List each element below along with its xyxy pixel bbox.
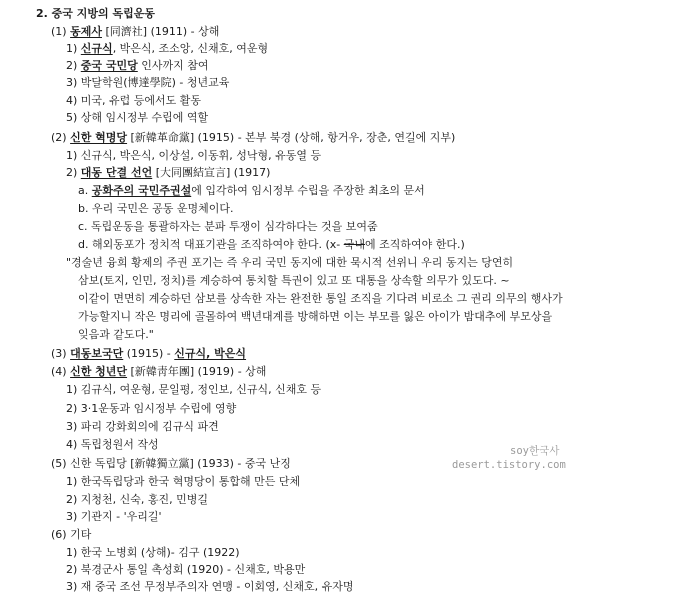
sub-text: 해외동포가 정치적 대표기관을 조직하여야 한다. (x- bbox=[91, 238, 344, 251]
item-num: 1) bbox=[66, 383, 78, 396]
sub-text: 우리 국민은 공동 운명체이다. bbox=[91, 202, 234, 215]
item-3 bbox=[51, 347, 246, 362]
item-text: 박달학원(博達學院) - 청년교육 bbox=[80, 76, 230, 89]
item-6-3 bbox=[66, 580, 354, 595]
item-5-text: 신한 독립당 [新韓獨立黨] (1933) - 중국 난징 bbox=[70, 457, 291, 470]
item-num: 1) bbox=[66, 42, 78, 55]
item-text: 재 중국 조선 무정부주의자 연맹 - 이회영, 신채호, 유자명 bbox=[80, 580, 354, 593]
item-num: 1) bbox=[66, 546, 78, 559]
item-4-rest: [新韓靑年團] (1919) - 상해 bbox=[127, 365, 267, 378]
item-emph: 신규식 bbox=[80, 42, 113, 55]
item-4-1 bbox=[66, 383, 321, 398]
item-5-label: (5) bbox=[51, 457, 67, 470]
item-text: 기관지 - '우리길' bbox=[80, 510, 162, 523]
sub-c bbox=[78, 220, 378, 235]
watermark-line-1: soy한국사 bbox=[510, 445, 560, 457]
item-6-2 bbox=[66, 563, 305, 578]
section-heading: 2. 중국 지방의 독립운동 bbox=[36, 7, 155, 20]
sub-num: d. bbox=[78, 238, 89, 251]
item-num: 1) bbox=[66, 475, 78, 488]
item-4-3 bbox=[66, 420, 219, 435]
sub-a bbox=[78, 184, 425, 199]
item-1-4 bbox=[66, 94, 201, 109]
quote-line-3: 이같이 면면히 계승하던 삼보를 상속한 자는 완전한 통일 조직을 기다려 비로소 그 권리 의무의 행사가 bbox=[78, 292, 563, 305]
item-text: 독립청원서 작성 bbox=[80, 438, 159, 451]
sub-text: 에 입각하여 임시정부 수립을 주장한 최초의 문서 bbox=[191, 184, 425, 197]
item-4-label: (4) bbox=[51, 365, 67, 378]
item-1-name: 동제사 bbox=[70, 25, 102, 38]
quote-line-5: 잊음과 같도다." bbox=[78, 328, 154, 341]
item-6-label: (6) bbox=[51, 528, 67, 541]
item-4-name: 신한 청년단 bbox=[70, 365, 128, 378]
item-num: 3) bbox=[66, 76, 78, 89]
item-2-label: (2) bbox=[51, 131, 67, 144]
item-text: 한국 노병회 (상해)- 김구 (1922) bbox=[80, 546, 240, 559]
item-text: 한국독립당과 한국 혁명당이 통합해 만든 단체 bbox=[80, 475, 301, 488]
item-text: , 박은식, 조소앙, 신채호, 여운형 bbox=[112, 42, 269, 55]
item-text: 김규식, 여운형, 문일평, 정인보, 신규식, 신채호 등 bbox=[80, 383, 322, 396]
item-4-4 bbox=[66, 438, 159, 453]
quote-line-2: 삼보(토지, 인민, 정치)를 계승하여 통치할 특권이 있고 또 대통을 상속할 의무가 있도다. ~ bbox=[78, 274, 510, 287]
item-text: 미국, 유럽 등에서도 활동 bbox=[80, 94, 202, 107]
item-6-1 bbox=[66, 546, 240, 561]
declaration-name: 대동 단결 선언 bbox=[80, 166, 153, 179]
item-1-2 bbox=[66, 59, 209, 74]
item-num: 4) bbox=[66, 438, 78, 451]
watermark-line-2: desert.tistory.com bbox=[452, 459, 566, 471]
sub-num: b. bbox=[78, 202, 89, 215]
item-3-year: (1915) - bbox=[123, 347, 175, 360]
item-4 bbox=[51, 365, 266, 380]
item-6 bbox=[51, 528, 91, 543]
item-num: 4) bbox=[66, 94, 78, 107]
item-text: 지청천, 신숙, 홍진, 민병길 bbox=[80, 493, 209, 506]
item-5 bbox=[51, 457, 291, 472]
item-1-3 bbox=[66, 76, 229, 91]
item-1 bbox=[51, 25, 219, 40]
item-text: 상해 임시정부 수립에 역할 bbox=[80, 111, 209, 124]
item-2-2 bbox=[66, 166, 270, 181]
item-num: 5) bbox=[66, 111, 78, 124]
sub-num: c. bbox=[78, 220, 88, 233]
sub-emph: 공화주의 국민주권설 bbox=[91, 184, 192, 197]
sub-b bbox=[78, 202, 233, 217]
item-3-people: 신규식, 박은식 bbox=[174, 347, 247, 360]
item-text: [大同團結宣言] (1917) bbox=[152, 166, 271, 179]
item-3-label: (3) bbox=[51, 347, 67, 360]
item-2-name: 신한 혁명당 bbox=[70, 131, 128, 144]
sub-d bbox=[78, 238, 465, 253]
item-1-label: (1) bbox=[51, 25, 67, 38]
item-num: 3) bbox=[66, 510, 78, 523]
item-2 bbox=[51, 131, 455, 146]
item-2-rest: [新韓革命黨] (1915) - 본부 북경 (상해, 항거우, 장춘, 연길에 지부) bbox=[127, 131, 456, 144]
item-num: 1) bbox=[66, 149, 78, 162]
item-text: 신규식, 박은식, 이상설, 이동휘, 성낙형, 유동열 등 bbox=[80, 149, 322, 162]
quote-line-4: 가능할지니 작은 명리에 골몰하여 백년대계를 방해하면 이는 부모를 잃은 아이가 밤대추에 부모상을 bbox=[78, 310, 553, 323]
item-num: 2) bbox=[66, 563, 78, 576]
item-1-5 bbox=[66, 111, 208, 126]
item-num: 2) bbox=[66, 166, 78, 179]
item-num: 2) bbox=[66, 493, 78, 506]
item-num: 2) bbox=[66, 402, 78, 415]
item-1-1 bbox=[66, 42, 268, 57]
sub-text: 독립운동을 통괄하자는 분파 투쟁이 심각하다는 것을 보여줌 bbox=[91, 220, 378, 233]
item-text: 3·1운동과 임시정부 수립에 영향 bbox=[80, 402, 237, 415]
item-text: 파리 강화회의에 김규식 파견 bbox=[80, 420, 219, 433]
sub-num: a. bbox=[78, 184, 89, 197]
struck-text: 국내 bbox=[343, 238, 366, 251]
item-emph: 중국 국민당 bbox=[80, 59, 138, 72]
item-text: 인사까지 참여 bbox=[137, 59, 209, 72]
item-5-3 bbox=[66, 510, 162, 525]
item-6-text: 기타 bbox=[70, 528, 92, 541]
quote-line-1: "경술년 융희 황제의 주권 포기는 즉 우리 국민 동지에 대한 묵시적 선위니 우리 동지는 당연히 bbox=[66, 256, 514, 269]
item-2-1 bbox=[66, 149, 321, 164]
item-num: 3) bbox=[66, 420, 78, 433]
item-num: 3) bbox=[66, 580, 78, 593]
item-5-2 bbox=[66, 493, 208, 508]
item-5-1 bbox=[66, 475, 300, 490]
item-1-hanja: [同濟社] bbox=[105, 25, 148, 38]
item-text: 북경군사 통일 촉성회 (1920) - 신채호, 박용만 bbox=[80, 563, 306, 576]
item-3-name: 대동보국단 bbox=[70, 347, 124, 360]
sub-text-after: 에 조직하여야 한다.) bbox=[365, 238, 465, 251]
item-num: 2) bbox=[66, 59, 78, 72]
item-1-rest: (1911) - 상해 bbox=[150, 25, 220, 38]
item-4-2 bbox=[66, 402, 236, 417]
